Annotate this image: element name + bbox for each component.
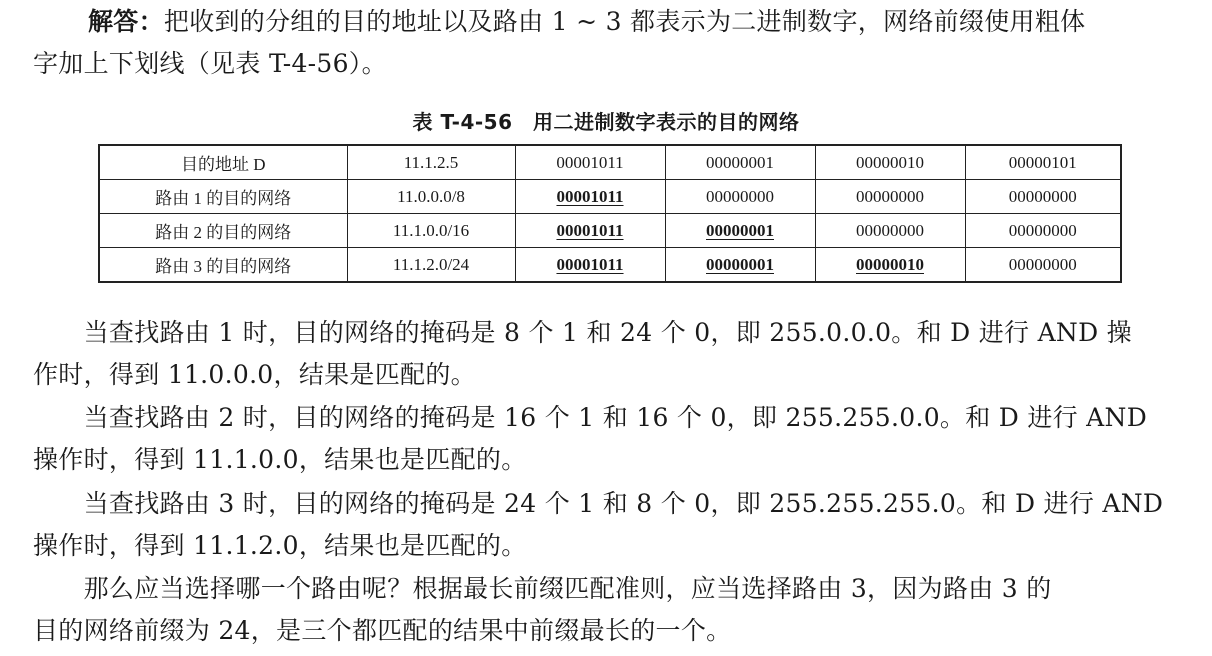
byte-4-cell: 00000000 (965, 248, 1121, 283)
byte-1-cell: 00001011 (515, 214, 665, 248)
byte-2-cell: 00000001 (665, 214, 815, 248)
byte-2-cell: 00000001 (665, 145, 815, 180)
table-caption: 表 T-4-56 用二进制数字表示的目的网络 (412, 110, 800, 134)
row-label-cell: 目的地址 D (99, 145, 347, 180)
paragraph-4-line-2: 目的网络前缀为 24，是三个都匹配的结果中前缀最长的一个。 (33, 616, 732, 645)
paragraph-2-line-1: 当查找路由 2 时，目的网络的掩码是 16 个 1 和 16 个 0，即 255.255.0.0。和 D 进行 AND (33, 403, 1148, 432)
paragraph-3-line-2: 操作时，得到 11.1.2.0，结果也是匹配的。 (33, 531, 527, 560)
paragraph-1-line-2: 作时，得到 11.0.0.0，结果是匹配的。 (33, 360, 476, 389)
paragraph-4-line-1: 那么应当选择哪一个路由呢？根据最长前缀匹配准则，应当选择路由 3，因为路由 3 的 (33, 574, 1052, 603)
address-cell: 11.0.0.0/8 (347, 180, 515, 214)
table-row (99, 180, 1121, 214)
byte-4-cell: 00000101 (965, 145, 1121, 180)
byte-3-cell: 00000010 (815, 248, 965, 283)
routing-table (98, 144, 1122, 283)
byte-1-cell: 00001011 (515, 145, 665, 180)
intro-line-2: 字加上下划线（见表 T-4-56）。 (33, 49, 387, 78)
byte-2-cell: 00000000 (665, 180, 815, 214)
byte-3-cell: 00000000 (815, 180, 965, 214)
row-label-cell: 路由 3 的目的网络 (99, 248, 347, 283)
intro-text: 把收到的分组的目的地址以及路由 1 ~ 3 都表示为二进制数字，网络前缀使用粗体 (163, 7, 1086, 36)
address-cell: 11.1.2.5 (347, 145, 515, 180)
byte-2-cell: 00000001 (665, 248, 815, 283)
answer-label: 解答： (88, 7, 164, 36)
row-label-cell: 路由 2 的目的网络 (99, 214, 347, 248)
byte-3-cell: 00000010 (815, 145, 965, 180)
intro-line-1 (88, 2, 1085, 38)
paragraph-2-line-2: 操作时，得到 11.1.0.0，结果也是匹配的。 (33, 445, 527, 474)
row-label-cell: 路由 1 的目的网络 (99, 180, 347, 214)
byte-3-cell: 00000000 (815, 214, 965, 248)
paragraph-1-line-1: 当查找路由 1 时，目的网络的掩码是 8 个 1 和 24 个 0，即 255.0.0.0。和 D 进行 AND 操 (33, 318, 1132, 347)
byte-1-cell: 00001011 (515, 248, 665, 283)
address-cell: 11.1.2.0/24 (347, 248, 515, 283)
paragraph-3-line-1: 当查找路由 3 时，目的网络的掩码是 24 个 1 和 8 个 0，即 255.255.255.0。和 D 进行 AND (33, 489, 1164, 518)
table-row (99, 248, 1121, 283)
table-row (99, 214, 1121, 248)
table-row (99, 145, 1121, 180)
byte-4-cell: 00000000 (965, 214, 1121, 248)
address-cell: 11.1.0.0/16 (347, 214, 515, 248)
byte-1-cell: 00001011 (515, 180, 665, 214)
byte-4-cell: 00000000 (965, 180, 1121, 214)
routing-table-body (99, 145, 1121, 282)
